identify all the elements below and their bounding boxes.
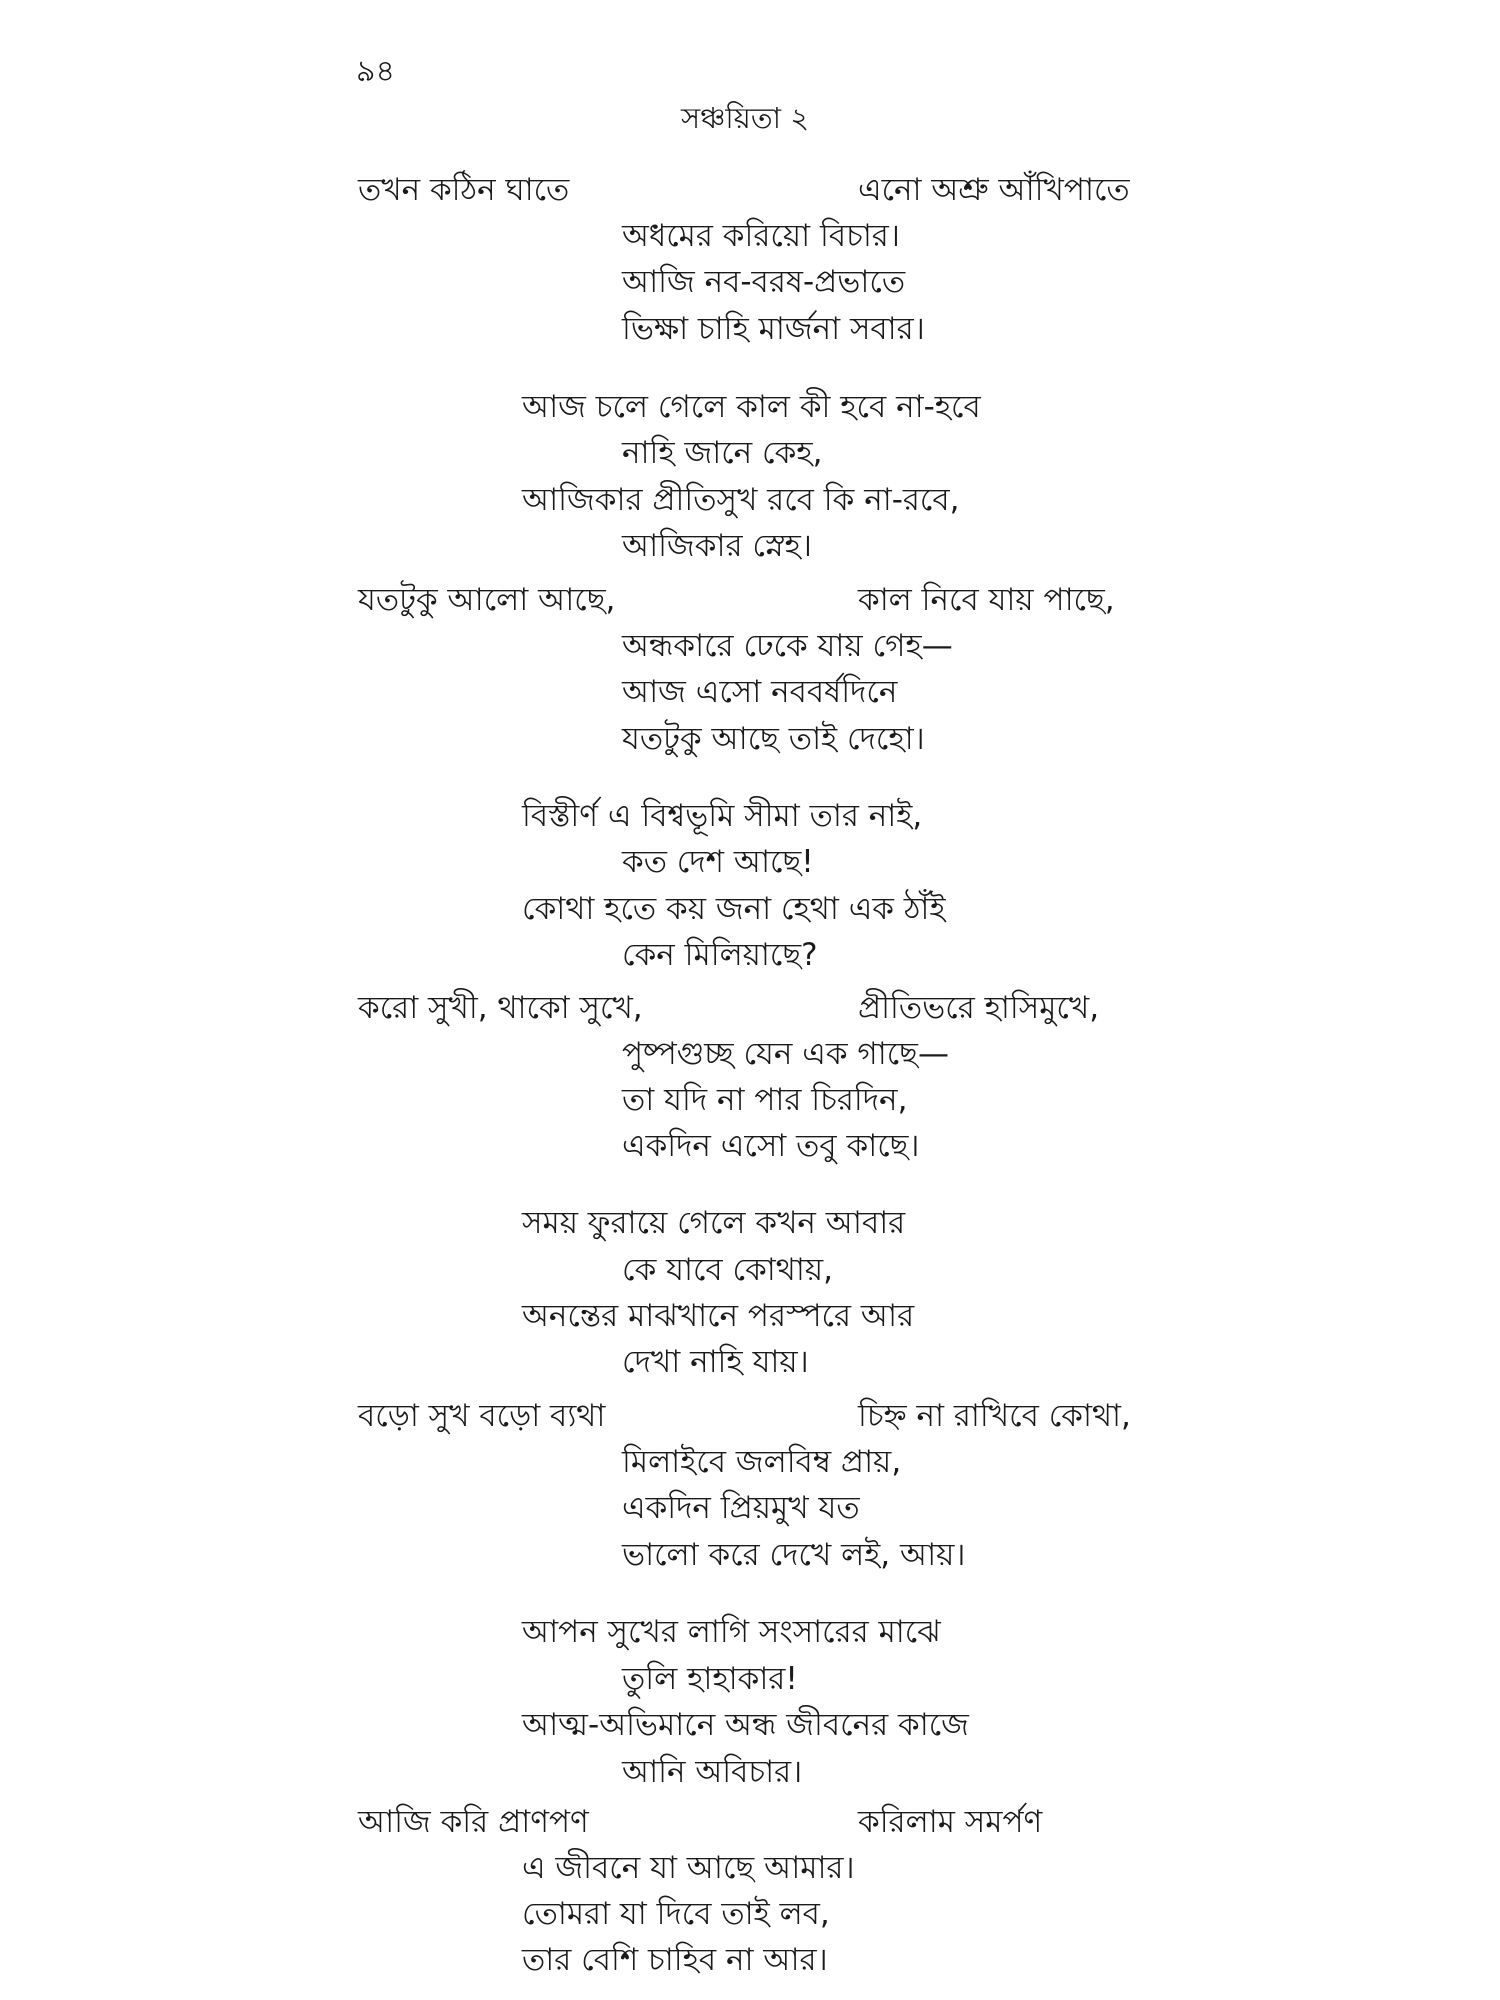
poem-line: আজিকার স্নেহ।	[622, 528, 812, 564]
poem-line: আজ চলে গেলে কাল কী হবে না-হবে	[522, 389, 981, 425]
poem-line: করিলাম সমর্পণ	[858, 1804, 1043, 1840]
poem-line: কেন মিলিয়াছে?	[622, 937, 818, 973]
poem-line: প্রীতিভরে হাসিমুখে,	[858, 990, 1100, 1026]
poem-line: এনো অশ্রু আঁখিপাতে	[858, 172, 1130, 208]
poem-line: আজ এসো নববর্ষদিনে	[622, 674, 898, 710]
poem-line: ভালো করে দেখে লই, আয়।	[622, 1537, 966, 1573]
poem-line: তার বেশি চাহিব না আর।	[522, 1942, 828, 1978]
poem-line: আজি নব-বরষ-প্রভাতে	[622, 264, 906, 300]
poem-line: আত্ম-অভিমানে অন্ধ জীবনের কাজে	[522, 1707, 969, 1743]
poem-line: কোথা হতে কয় জনা হেথা এক ঠাঁই	[522, 891, 946, 927]
poem-line: অধমের করিয়ো বিচার।	[622, 218, 900, 254]
poem-line: অন্ধকারে ঢেকে যায় গেহ—	[622, 628, 953, 664]
poem-line: যতটুকু আছে তাই দেহো।	[622, 721, 925, 757]
poem-line: তা যদি না পার চিরদিন,	[622, 1082, 908, 1118]
poem-line: সময় ফুরায়ে গেলে কখন আবার	[522, 1205, 906, 1241]
poem-line: কে যাবে কোথায়,	[622, 1252, 833, 1288]
poem-line: কত দেশ আছে!	[622, 844, 814, 880]
poem-line: মিলাইবে জলবিম্ব প্রায়,	[622, 1444, 902, 1480]
poem-line: তখন কঠিন ঘাতে	[358, 172, 570, 208]
poem-line: একদিন প্রিয়মুখ যত	[622, 1490, 860, 1526]
page-number: ৯৪	[356, 54, 395, 89]
poem-line: একদিন এসো তবু কাছে।	[622, 1128, 920, 1164]
poem-line: নাহি জানে কেহ,	[622, 435, 823, 471]
poem-line: চিহ্ন না রাখিবে কোথা,	[858, 1398, 1131, 1434]
poem-line: বড়ো সুখ বড়ো ব্যথা	[358, 1398, 606, 1434]
poem-line: ভিক্ষা চাহি মার্জনা সবার।	[622, 311, 925, 347]
poem-line: বিস্তীর্ণ এ বিশ্বভূমি সীমা তার নাই,	[522, 798, 923, 834]
poem-line: তোমরা যা দিবে তাই লব,	[522, 1896, 830, 1932]
poem-line: তুলি হাহাকার!	[622, 1661, 798, 1697]
poem-line: করো সুখী, থাকো সুখে,	[358, 990, 643, 1026]
poem-line: আপন সুখের লাগি সংসারের মাঝে	[522, 1614, 941, 1650]
poem-line: এ জীবনে যা আছে আমার।	[522, 1850, 855, 1886]
poem-line: পুষ্পগুচ্ছ যেন এক গাছে—	[622, 1036, 949, 1072]
poem-line: দেখা নাহি যায়।	[622, 1344, 809, 1380]
poem-line: আজি করি প্রাণপণ	[358, 1804, 589, 1840]
poem-line: যতটুকু আলো আছে,	[358, 582, 616, 618]
poem-line: কাল নিবে যায় পাছে,	[858, 582, 1115, 618]
poem-line: আনি অবিচার।	[622, 1754, 803, 1790]
poem-line: আজিকার প্রীতিসুখ রবে কি না-রবে,	[522, 482, 960, 518]
running-head: সঞ্চয়িতা ২	[680, 101, 810, 135]
poem-line: অনন্তের মাঝখানে পরস্পরে আর	[522, 1298, 915, 1334]
